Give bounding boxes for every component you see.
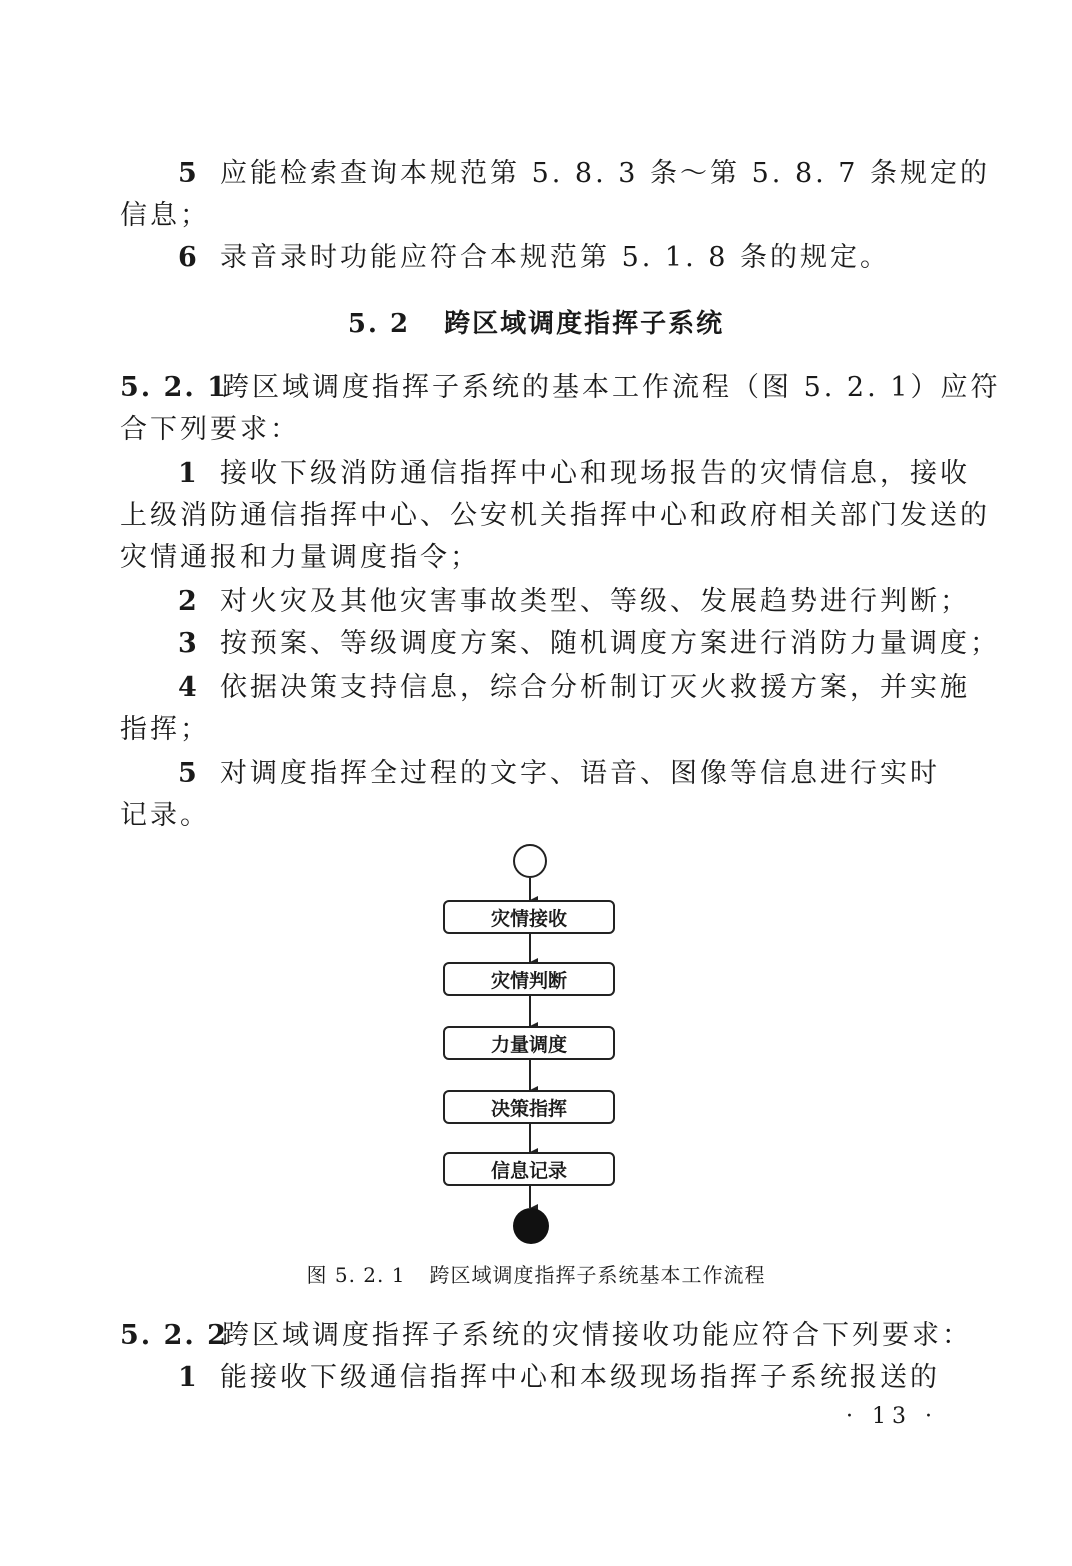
clause-5-2-2: [120, 1318, 972, 1354]
item-number: 3: [178, 628, 200, 659]
list-item-continuation: 上级消防通信指挥中心、公安机关指挥中心和政府相关部门发送的: [120, 500, 990, 531]
item-text: 对调度指挥全过程的文字、语音、图像等信息进行实时: [220, 758, 940, 789]
figure-title: 跨区域调度指挥子系统基本工作流程: [429, 1263, 766, 1287]
item-number: 5: [178, 158, 200, 189]
item-number: 6: [178, 242, 200, 273]
item-number: 1: [178, 458, 200, 489]
clause-number: 5. 2. 1: [120, 372, 228, 403]
flow-step-info-record: 信息记录: [443, 1152, 615, 1186]
item-text: 能接收下级通信指挥中心和本级现场指挥子系统报送的: [220, 1362, 940, 1393]
flow-start-node: [513, 844, 547, 878]
item-number: 4: [178, 672, 200, 703]
clause-text: 跨区域调度指挥子系统的基本工作流程（图 5. 2. 1）应符: [222, 372, 1001, 403]
item-text: 应能检索查询本规范第 5. 8. 3 条～第 5. 8. 7 条规定的: [220, 158, 991, 189]
list-item-continuation: 灾情通报和力量调度指令；: [120, 542, 480, 573]
item-text: 接收下级消防通信指挥中心和现场报告的灾情信息，接收: [220, 458, 970, 489]
section-title: 跨区域调度指挥子系统: [444, 309, 725, 339]
item-number: 5: [178, 758, 200, 789]
figure-number: 图 5. 2. 1: [306, 1263, 406, 1287]
item-text: 录音录时功能应符合本规范第 5. 1. 8 条的规定。: [220, 242, 891, 273]
list-item: [120, 1360, 938, 1396]
list-item-continuation: 指挥；: [120, 714, 210, 745]
flow-step-disaster-reception: 灾情接收: [443, 900, 615, 934]
flow-step-force-dispatch: 力量调度: [443, 1026, 615, 1060]
clause-text: 跨区域调度指挥子系统的灾情接收功能应符合下列要求：: [222, 1320, 972, 1351]
section-number: 5. 2: [347, 309, 411, 339]
page-number: · 13 ·: [846, 1404, 938, 1429]
flow-step-decision-command: 决策指挥: [443, 1090, 615, 1124]
item-5-line-2: 信息；: [120, 200, 210, 231]
flow-step-disaster-judgment: 灾情判断: [443, 962, 615, 996]
flow-end-node: [513, 1208, 549, 1244]
item-text: 依据决策支持信息，综合分析制订灭火救援方案，并实施: [220, 672, 970, 703]
clause-number: 5. 2. 2: [120, 1320, 228, 1351]
list-item-continuation: 记录。: [120, 800, 210, 831]
item-text: 对火灾及其他灾害事故类型、等级、发展趋势进行判断；: [220, 586, 970, 617]
item-text: 按预案、等级调度方案、随机调度方案进行消防力量调度；: [220, 628, 1000, 659]
item-number: 1: [178, 1362, 200, 1393]
item-number: 2: [178, 586, 200, 617]
figure-caption: [0, 1260, 1072, 1290]
clause-5-2-1-line-2: 合下列要求：: [120, 414, 300, 445]
